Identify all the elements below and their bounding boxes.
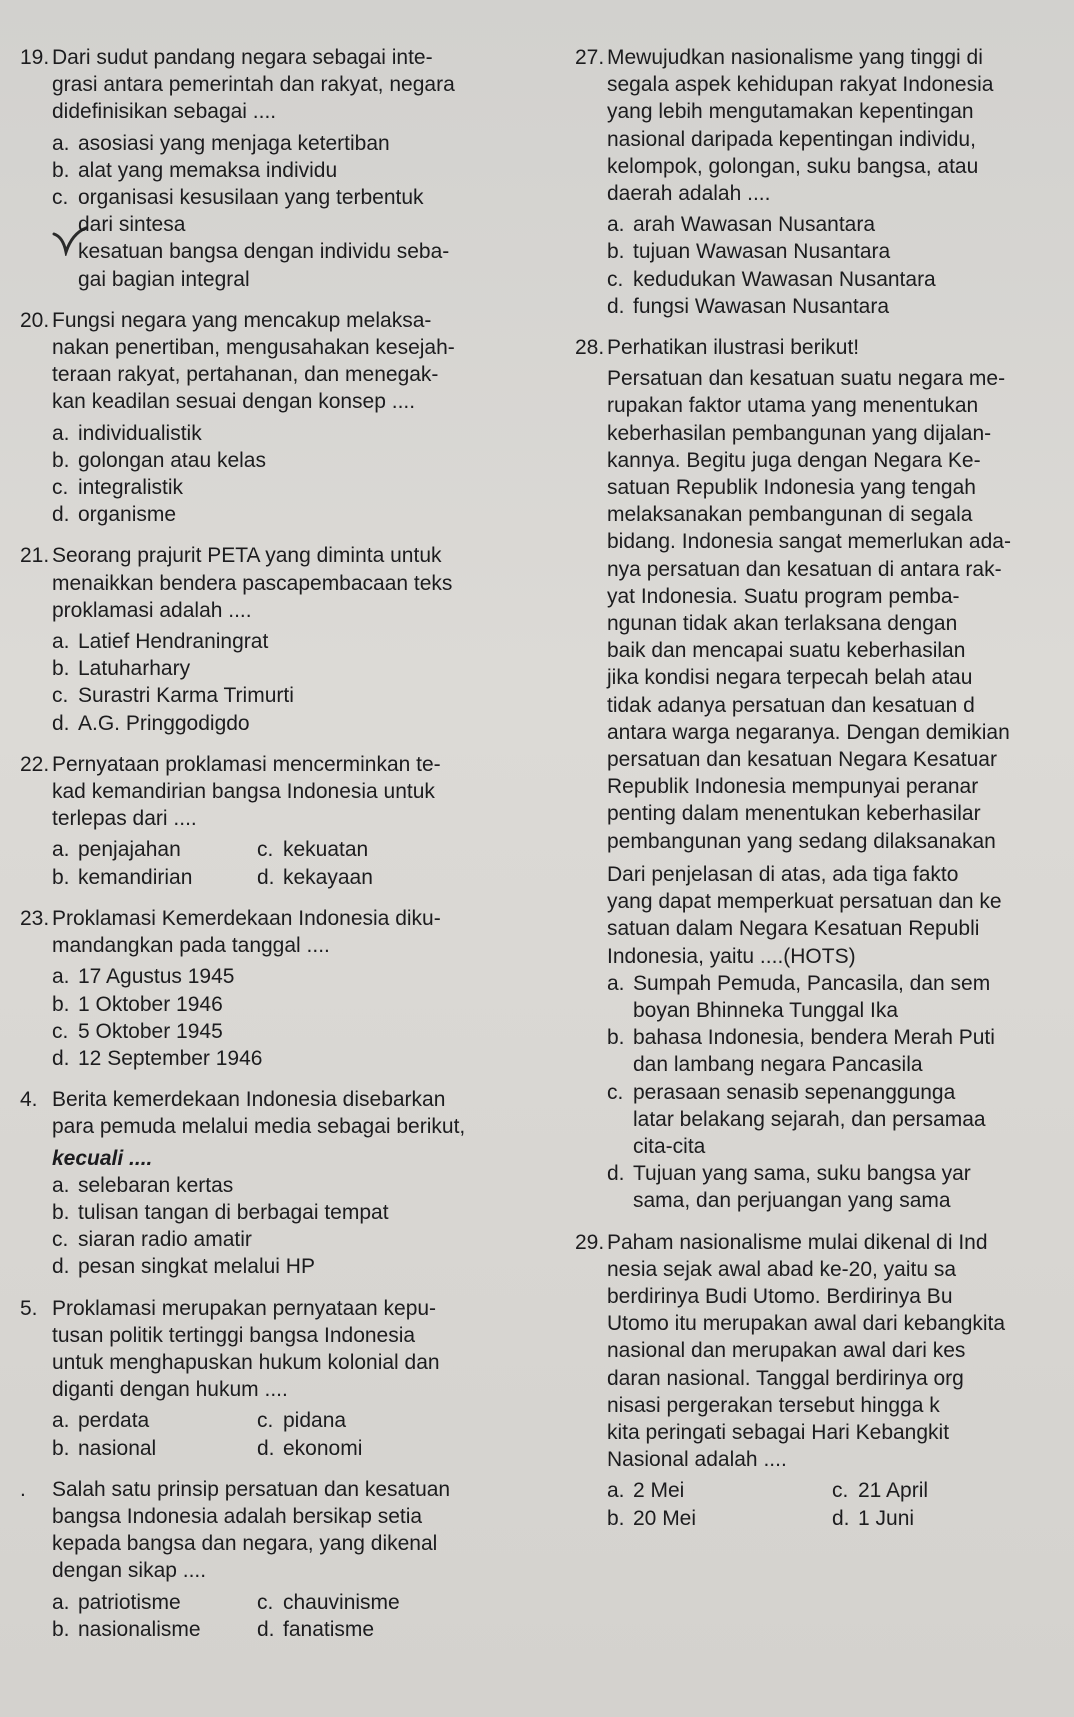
question-21 [20,542,520,736]
answer-option[interactable] [575,293,1074,320]
answer-option[interactable] [257,1407,457,1434]
option-label: b. [52,657,70,681]
option-label: c. [257,838,274,862]
question-emphasis: kecuali .... [52,1146,153,1170]
option-label: c. [52,186,69,210]
answer-option[interactable] [20,1253,520,1280]
option-text: perasaan senasib sepenanggunga latar belakang sejarah, dan persamaa cita-cita [633,1080,986,1158]
option-text: perdata [78,1409,150,1433]
question-number: 29. [575,1230,605,1254]
question-text: Berita kemerdekaan Indonesia disebarkan para pemuda melalui media sebagai berikut, [52,1088,466,1139]
answer-option[interactable] [52,1589,257,1616]
option-text: Surastri Karma Trimurti [78,684,294,708]
question-number: 5. [20,1296,38,1320]
answer-option[interactable] [20,628,520,655]
option-text: integralistik [78,476,184,500]
option-label: b. [607,240,625,264]
option-label: d. [832,1506,850,1530]
option-text: alat yang memaksa individu [78,158,338,182]
answer-option[interactable] [52,1616,257,1643]
answer-option[interactable] [52,864,257,891]
option-text: asosiasi yang menjaga ketertiban [78,131,390,155]
question-29 [575,1229,1074,1532]
option-text: kemandirian [78,865,193,889]
option-text: A.G. Pringgodigdo [78,711,250,735]
option-text: tulisan tangan di berbagai tempat [78,1200,389,1224]
question-28 [575,334,1074,1215]
option-text: Sumpah Pemuda, Pancasila, dan sem boyan Bhinneka Tunggal Ika [633,971,991,1022]
option-text: Latuharhary [78,657,191,681]
option-label [52,238,78,292]
option-label: d. [52,1255,70,1279]
illustration-paragraph: Persatuan dan kesatuan suatu negara me- rupakan faktor utama yang menentukan keberhasilan pembangunan yang dijalan- kannya. Begitu juga dengan Negara Ke- satuan Republik Indonesia yang tengah melaksanakan pembangunan di segala bidang. Indonesia sangat memerlukan ada- nya persatuan dan kesatuan di antara rak- yat Indonesia. Suatu program pemba- ngunan tidak akan terlaksana dengan baik dan mencapai suatu keberhasilan jika kondisi negara terpecah belah atau tidak adanya persatuan dan kesatuan d antara warga negaranya. Dengan demikian persatuan dan kesatuan Negara Kesatuar Republik Indonesia mempunyai peranar penting dalam menentukan keberhasilar pembangunan yang sedang dilaksanakan [607,367,1011,853]
answer-option[interactable] [257,864,457,891]
option-label: d. [607,1162,625,1186]
option-text: organisme [78,503,177,527]
right-column [575,44,1074,1546]
answer-option[interactable] [52,1435,257,1462]
option-text: kekuatan [283,838,369,862]
option-label: c. [832,1479,849,1503]
option-label: b. [52,1617,70,1641]
option-text: fanatisme [283,1617,375,1641]
answer-option[interactable] [575,1160,1074,1214]
option-text: kedudukan Wawasan Nusantara [633,267,936,291]
answer-option[interactable] [575,266,1074,293]
option-text: penjajahan [78,838,181,862]
answer-option[interactable] [20,655,520,682]
option-text: 20 Mei [633,1506,697,1530]
option-text: 5 Oktober 1945 [78,1019,223,1043]
option-label: d. [257,1436,275,1460]
option-text: 21 April [858,1479,929,1503]
question-text: Seorang prajurit PETA yang diminta untuk menaikkan bendera pascapembacaan teks proklamasi adalah .... [52,544,453,622]
question-text: Dari sudut pandang negara sebagai inte- grasi antara pemerintah dan rakyat, negara didefinisikan sebagai .... [52,46,455,124]
question-prompt: Dari penjelasan di atas, ada tiga fakto yang dapat memperkuat persatuan dan ke satuan dalam Negara Kesatuan Republi Indonesia, yaitu ....(HOTS) [607,862,1002,968]
answer-option[interactable] [20,474,520,501]
question-number: 20. [20,308,50,332]
option-text: pidana [283,1409,347,1433]
question-text: Salah satu prinsip persatuan dan kesatuan bangsa Indonesia adalah bersikap setia kepada bangsa dan negara, yang dikenal dengan sikap .... [52,1477,451,1583]
option-label: c. [52,684,69,708]
question-24 [20,1086,520,1280]
answer-option[interactable] [257,1435,457,1462]
option-label: a. [52,1173,70,1197]
option-label: a. [607,213,625,237]
question-number: 27. [575,46,605,69]
option-text: individualistik [78,421,202,445]
question-number: 21. [20,544,50,568]
question-number: 4. [20,1088,38,1112]
answer-option[interactable] [20,157,520,184]
option-text: fungsi Wawasan Nusantara [633,294,890,318]
option-label: b. [52,1436,70,1460]
option-label: a. [52,1590,70,1614]
question-text: Pernyataan proklamasi mencerminkan te- kad kemandirian bangsa Indonesia untuk terlepas dari .... [52,752,441,831]
question-text: Paham nasionalisme mulai dikenal di Ind nesia sejak awal abad ke-20, yaitu sa berdirinya Budi Utomo. Berdirinya Bu Utomo itu merupakan awal dari kebangkita nasional dan merupakan awal dari kes daran nasional. Tanggal berdirinya org nisasi pergerakan tersebut hingga k kita peringati sebagai Hari Kebangkit Nasional adalah .... [607,1230,1006,1472]
answer-option[interactable] [20,963,520,990]
answer-option[interactable] [20,447,520,474]
left-column [20,44,520,1657]
option-label: d. [257,1617,275,1641]
answer-option[interactable] [257,1616,457,1643]
option-text: tujuan Wawasan Nusantara [633,240,891,264]
answer-option[interactable] [20,420,520,447]
option-label: c. [257,1409,274,1433]
option-label: a. [607,971,625,995]
answer-option[interactable] [607,1505,832,1532]
answer-option[interactable] [20,991,520,1018]
answer-option[interactable] [20,130,520,157]
option-label: a. [52,1409,70,1433]
answer-option[interactable] [257,836,457,863]
option-text: patriotisme [78,1590,181,1614]
option-text: siaran radio amatir [78,1228,252,1252]
option-label: a. [607,1479,625,1503]
option-text: arah Wawasan Nusantara [633,213,876,237]
option-label: b. [52,992,70,1016]
option-text: Latief Hendraningrat [78,630,269,654]
answer-option[interactable] [52,836,257,863]
answer-option[interactable] [575,238,1074,265]
answer-option[interactable] [575,1024,1074,1078]
question-number: 22. [20,752,50,776]
question-number: 23. [20,906,50,930]
option-label: d. [257,865,275,889]
option-text: 17 Agustus 1945 [78,965,235,989]
answer-option[interactable] [575,970,1074,1024]
option-text: 1 Oktober 1946 [78,992,223,1016]
option-label: c. [52,1019,69,1043]
option-label: d. [607,294,625,318]
option-label: b. [52,865,70,889]
question-text: Proklamasi merupakan pernyataan kepu- tusan politik tertinggi bangsa Indonesia untuk menghapuskan hukum kolonial dan diganti dengan hukum .... [52,1296,440,1402]
option-label: d. [52,503,70,527]
option-label: c. [52,476,69,500]
answer-option[interactable] [20,1199,520,1226]
question-number: 28. [575,336,605,360]
answer-option[interactable] [20,1172,520,1199]
option-label: d. [52,711,70,735]
answer-option[interactable] [575,1079,1074,1161]
option-text: 2 Mei [633,1479,685,1503]
question-number: . [20,1477,26,1501]
option-label: b. [52,448,70,472]
option-text: nasional [78,1436,157,1460]
answer-option[interactable] [20,238,520,292]
question-26 [20,1476,520,1643]
option-label: c. [607,267,624,291]
option-text: selebaran kertas [78,1173,234,1197]
answer-option[interactable] [20,184,520,238]
option-label: a. [52,421,70,445]
question-19 [20,44,520,293]
option-text: Tujuan yang sama, suku bangsa yar sama, dan perjuangan yang sama [633,1162,971,1213]
option-label: b. [607,1026,625,1050]
question-text: Fungsi negara yang mencakup melaksa- nakan penertiban, mengusahakan kesejah- teraan rakyat, pertahanan, dan menegak- kan keadilan sesuai dengan konsep .... [52,308,455,414]
question-20 [20,307,520,529]
option-text: kesatuan bangsa dengan individu seba- gai bagian integral [78,240,450,291]
option-text: ekonomi [283,1436,363,1460]
option-label: a. [52,131,70,155]
option-label: b. [607,1506,625,1530]
option-label: d. [52,1046,70,1070]
answer-option[interactable] [20,682,520,709]
answer-option[interactable] [20,710,520,737]
option-label: b. [52,1200,70,1224]
answer-option[interactable] [52,1407,257,1434]
option-text: golongan atau kelas [78,448,266,472]
answer-option[interactable] [832,1505,1032,1532]
option-text: 1 Juni [858,1506,915,1530]
question-22 [20,751,520,891]
question-27 [575,44,1074,320]
option-text: pesan singkat melalui HP [78,1255,315,1279]
answer-option[interactable] [257,1589,457,1616]
question-25 [20,1295,520,1462]
option-text: chauvinisme [283,1590,400,1614]
option-label: c. [52,1228,69,1252]
question-number: 19. [20,46,50,69]
answer-option[interactable] [832,1477,1032,1504]
option-text: bahasa Indonesia, bendera Merah Puti dan lambang negara Pancasila [633,1026,995,1077]
option-label: a. [52,630,70,654]
question-23 [20,905,520,1072]
answer-option[interactable] [20,501,520,528]
option-text: organisasi kesusilaan yang terbentuk dari sintesa [78,186,424,237]
question-text: Mewujudkan nasionalisme yang tinggi di segala aspek kehidupan rakyat Indonesia yang lebih mengutamakan kepentingan nasional daripada kepentingan individu, kelompok, golongan, suku bangsa, atau daerah adalah .... [607,46,994,206]
option-label: a. [52,838,70,862]
answer-option[interactable] [607,1477,832,1504]
answer-option[interactable] [20,1226,520,1253]
option-text: nasionalisme [78,1617,201,1641]
question-text: Perhatikan ilustrasi berikut! [607,336,860,360]
option-text: 12 September 1946 [78,1046,263,1070]
option-label: b. [52,158,70,182]
question-text: Proklamasi Kemerdekaan Indonesia diku- mandangkan pada tanggal .... [52,906,441,958]
option-label: c. [257,1590,274,1614]
answer-option[interactable] [575,211,1074,238]
option-label: c. [607,1080,624,1104]
option-label: a. [52,965,70,989]
option-text: kekayaan [283,865,373,889]
answer-option[interactable] [20,1045,520,1072]
answer-option[interactable] [20,1018,520,1045]
